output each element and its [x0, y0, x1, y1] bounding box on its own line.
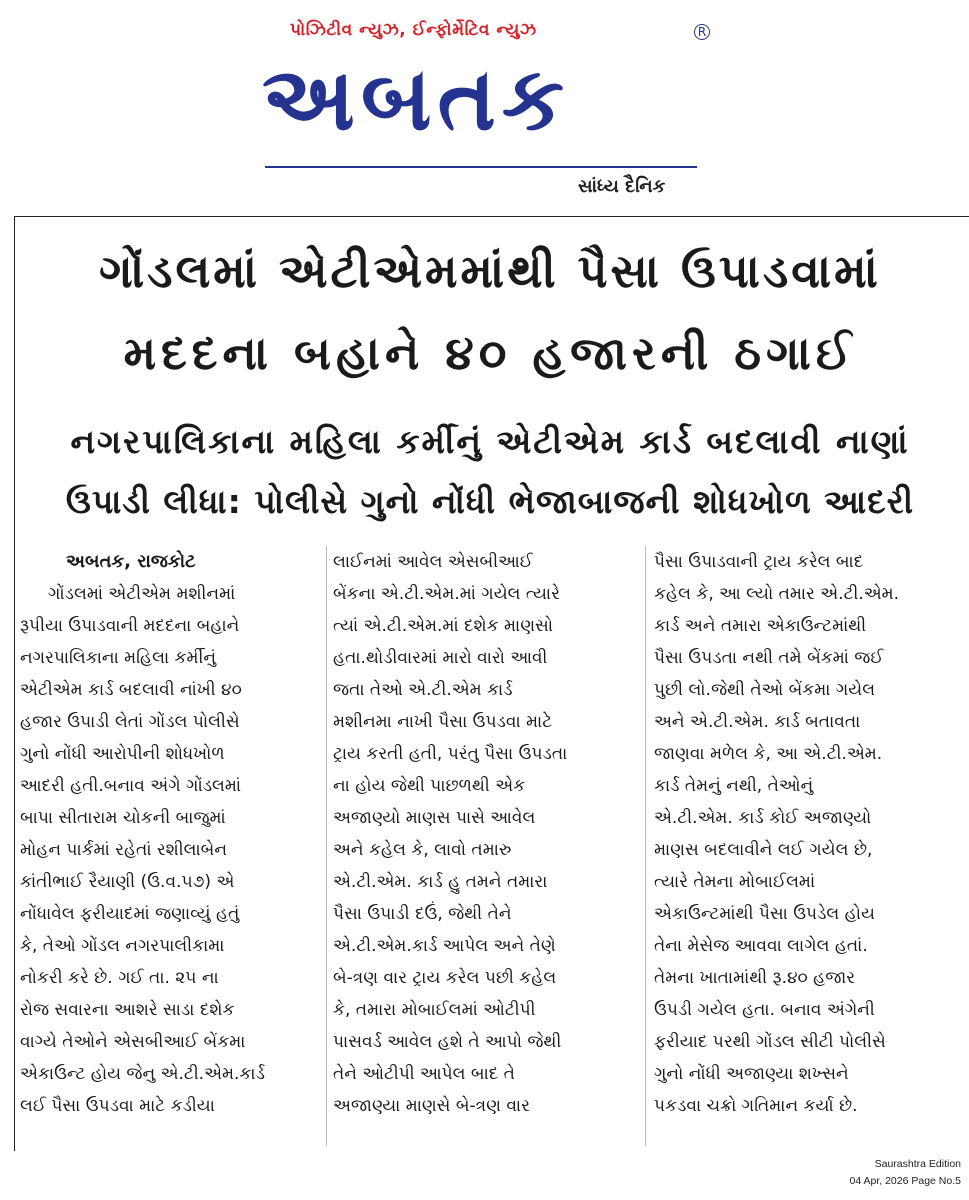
- logo-underline: [265, 166, 697, 168]
- date-page-label: 04 Apr, 2026 Page No.5: [849, 1175, 961, 1187]
- article-line: એ.ટી.એમ. કાર્ડ હુ તમને તમારા: [333, 872, 548, 892]
- masthead-tagline: પોઝિટીવ ન્યુઝ, ઈન્ફોર્મેટિવ ન્યુઝ: [290, 20, 537, 40]
- article-line: બે-ત્રણ વાર ટ્રાય કરેલ પછી કહેલ: [333, 968, 557, 988]
- article-frame-top: [14, 216, 969, 217]
- edition-label: Saurashtra Edition: [874, 1158, 961, 1170]
- dateline: અબતક, રાજકોટ: [66, 551, 196, 572]
- article-line: એકાઉન્ટ હોય જેનુ એ.ટી.એમ.કાર્ડ: [20, 1064, 265, 1084]
- article-line: માણસ બદલાવીને લઈ ગયેલ છે,: [654, 840, 873, 860]
- article-line: ટ્રાય કરતી હતી, પરંતુ પૈસા ઉપડતા: [333, 744, 568, 764]
- article-line: અજાણ્યો માણસ પાસે આવેલ: [333, 808, 536, 828]
- article-line: એકાઉન્ટમાંથી પૈસા ઉપડેલ હોય: [654, 904, 875, 924]
- article-line: કાર્ડ તેમનું નથી, તેઓનું: [654, 776, 814, 796]
- article-line: લઈ પૈસા ઉપડવા માટે કડીયા: [20, 1096, 215, 1116]
- registered-mark-icon: R: [694, 24, 710, 40]
- article-line: એ.ટી.એમ.કાર્ડ આપેલ અને તેણે: [333, 936, 556, 956]
- article-line: ઉપડી ગયેલ હતા. બનાવ અંગેની: [654, 1000, 875, 1020]
- article-line: ના હોય જેથી પાછળથી એક: [333, 776, 526, 796]
- article-line: એ.ટી.એમ. કાર્ડ કોઈ અજાણ્યો: [654, 808, 872, 828]
- article-line: ગુનો નોંધી અજાણ્યા શખ્સને: [654, 1064, 849, 1084]
- newspaper-logo: અબતક: [262, 47, 570, 150]
- article-line: તેને ઓટીપી આપેલ બાદ તે: [333, 1064, 515, 1084]
- masthead-subtitle: સાંધ્ય દૈનિક: [578, 176, 666, 197]
- article-line: મશીનમા નાખી પૈસા ઉપડવા માટે: [333, 712, 553, 732]
- article-line: અને કહેલ કે, લાવો તમારુ: [333, 840, 512, 860]
- article-line: નોકરી કરે છે. ગઈ તા. ૨૫ ના: [20, 968, 219, 988]
- article-line: રૂપીયા ઉપાડવાની મદદના બહાને: [20, 616, 240, 636]
- article-line: વાગ્યે તેઓને એસબીઆઈ બેંકમા: [20, 1032, 246, 1052]
- article-line: તેમના ખાતામાંથી રૂ.૪૦ હજાર: [654, 968, 856, 988]
- page-footer: [849, 1156, 961, 1190]
- article-line: હતા.થોડીવારમાં મારો વારો આવી: [333, 648, 548, 668]
- headline-line-1: ગોંડલમાં એટીએમમાંથી પૈસા ઉપાડવામાં: [99, 244, 881, 298]
- article-line: તેના મેસેજ આવવા લાગેલ હતાં.: [654, 936, 868, 956]
- article-line: ત્યાં એ.ટી.એમ.માં દશેક માણસો: [333, 616, 554, 636]
- article-line: બાપા સીતારામ ચોકની બાજુમાં: [20, 808, 226, 828]
- article-line: ફરીયાદ પરથી ગોંડલ સીટી પોલીસે: [654, 1032, 886, 1052]
- article-line: મોહન પાર્કમાં રહેતાં રશીલાબેન: [20, 840, 227, 860]
- article-line: હજાર ઉપાડી લેતાં ગોંડલ પોલીસે: [20, 712, 240, 732]
- article-line: ગુનો નોંધી આરોપીની શોધખોળ: [20, 744, 225, 764]
- article-line: પૈસા ઉપાડી દઉં, જેથી તેને: [333, 904, 512, 924]
- article-line: બેંકના એ.ટી.એમ.માં ગયેલ ત્યારે: [333, 584, 560, 604]
- subheadline-line-2: ઉપાડી લીધા: પોલીસે ગુનો નોંધી ભેજાબાજની શોધખોળ આદરી: [65, 482, 915, 521]
- article-line: જતા તેઓ એ.ટી.એમ કાર્ડ: [333, 680, 513, 700]
- article-line: એટીએમ કાર્ડ બદલાવી નાંખી ૪૦: [20, 680, 242, 700]
- article-column-2: [333, 546, 633, 1122]
- article-line: નગરપાલિકાના મહિલા કર્મીનું: [20, 648, 217, 668]
- article-line: કાંતીભાઈ રૈયાણી (ઉ.વ.૫૭) એ: [20, 872, 235, 892]
- article-line: અજાણ્યા માણસે બે-ત્રણ વાર: [333, 1096, 530, 1116]
- article-column-3: [654, 546, 954, 1122]
- article-line: નોંધાવેલ ફરીયાદમાં જણાવ્યું હતું: [20, 904, 240, 924]
- masthead: [0, 0, 969, 210]
- article-line: જાણવા મળેલ કે, આ એ.ટી.એમ.: [654, 744, 883, 764]
- article-line: કાર્ડ અને તમારા એકાઉન્ટમાંથી: [654, 616, 867, 636]
- article-line: ગોંડલમાં એટીએમ મશીનમાં: [48, 584, 236, 604]
- article-line: કે, તમારા મોબાઈલમાં ઓટીપી: [333, 1000, 536, 1020]
- article-line: પૈસા ઉપડતા નથી તમે બેંકમાં જઈ: [654, 648, 884, 668]
- article-line: કહેલ કે, આ લ્યો તમાર એ.ટી.એમ.: [654, 584, 900, 604]
- article-line: પાસવર્ડ આવેલ હશે તે આપો જેથી: [333, 1032, 562, 1052]
- column-divider: [326, 546, 327, 1146]
- article-line: પુછી લો.જેથી તેઓ બેંકમા ગયેલ: [654, 680, 876, 700]
- article-line: પૈસા ઉપાડવાની ટ્રાય કરેલ બાદ: [654, 552, 864, 572]
- column-divider: [645, 546, 646, 1146]
- article-column-1: [20, 546, 320, 1122]
- article-frame-left: [14, 216, 15, 1151]
- article-line: રોજ સવારના આશરે સાડા દશેક: [20, 1000, 235, 1020]
- article-line: આદરી હતી.બનાવ અંગે ગોંડલમાં: [20, 776, 242, 796]
- article-line: કે, તેઓ ગોંડલ નગરપાલીકામા: [20, 936, 225, 956]
- subheadline-line-1: નગરપાલિકાના મહિલા કર્મીનું એટીએમ કાર્ડ બદલાવી નાણાં: [70, 422, 910, 461]
- article-line: લાઈનમાં આવેલ એસબીઆઈ: [333, 552, 533, 572]
- article-line: પકડવા ચક્રો ગતિમાન કર્યા છે.: [654, 1096, 858, 1116]
- article-line: અને એ.ટી.એમ. કાર્ડ બતાવતા: [654, 712, 861, 732]
- headline-line-2: મદદના બહાને ૪૦ હજારની ઠગાઈ: [123, 326, 857, 380]
- article-line: ત્યારે તેમના મોબાઈલમાં: [654, 872, 816, 892]
